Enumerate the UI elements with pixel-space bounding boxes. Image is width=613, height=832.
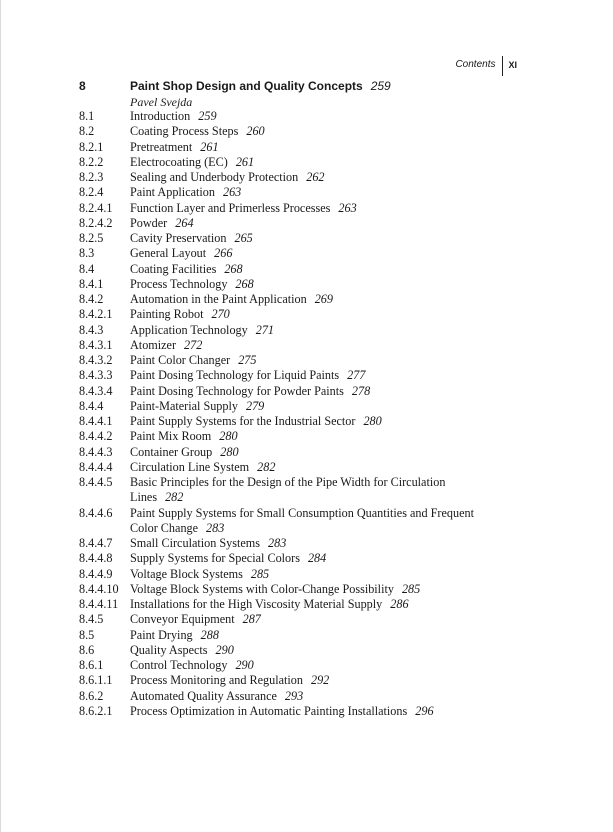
toc-entry-title: Introduction bbox=[130, 109, 191, 123]
toc-entry-text bbox=[130, 429, 509, 444]
toc-entry bbox=[79, 201, 509, 216]
toc-entry-title: Paint Application bbox=[130, 185, 215, 200]
toc-entry-number: 8.2.4.1 bbox=[79, 200, 113, 215]
toc-entry-title: Atomizer bbox=[130, 337, 177, 352]
toc-entry bbox=[79, 567, 509, 582]
toc-entry-text bbox=[130, 445, 509, 460]
toc-entry-number: 8.4.3.3 bbox=[79, 368, 113, 383]
toc-entry bbox=[79, 338, 509, 353]
chapter-title: Paint Shop Design and Quality Concepts bbox=[130, 79, 363, 93]
toc-entry-number: 8.4.3.4 bbox=[79, 383, 113, 398]
toc-entry-title: Pretreatment bbox=[130, 139, 193, 154]
toc-entry bbox=[79, 536, 509, 551]
toc-entry-title: Cavity Preservation bbox=[130, 231, 227, 245]
toc-entry bbox=[79, 704, 509, 719]
toc-entry-text bbox=[130, 155, 509, 170]
toc-entry-title: Control Technology bbox=[130, 658, 228, 672]
toc-entry-page: 260 bbox=[246, 124, 265, 139]
toc-entry-number: 8.4.2.1 bbox=[79, 307, 113, 322]
toc-entry-title: Paint Supply Systems for the Industrial Sector bbox=[130, 414, 356, 428]
toc-entry-page: 269 bbox=[314, 292, 333, 306]
toc-entry-text bbox=[130, 612, 509, 627]
toc-entry-number: 8.6.2 bbox=[79, 688, 104, 703]
toc-entry bbox=[79, 231, 509, 246]
toc-entry-text bbox=[130, 277, 509, 292]
toc-entry-number: 8.4.4.7 bbox=[79, 536, 113, 550]
toc-entry-number: 8.4.4.6 bbox=[79, 505, 113, 520]
toc-entry bbox=[79, 429, 509, 444]
toc-entry-page: 288 bbox=[200, 627, 219, 642]
toc-entry-page: 282 bbox=[165, 490, 184, 505]
toc-entry-number: 8.4.3.2 bbox=[79, 353, 113, 367]
toc-entry-number: 8.2.1 bbox=[79, 139, 104, 154]
toc-entry-title: Voltage Block Systems bbox=[130, 566, 243, 581]
toc-entry-page: 293 bbox=[284, 688, 304, 703]
toc-entry bbox=[79, 475, 509, 506]
toc-entry bbox=[79, 643, 509, 658]
toc-entry-number: 8.6.1.1 bbox=[79, 673, 113, 688]
toc-entry-page: 280 bbox=[219, 429, 238, 444]
toc-entry-title: Sealing and Underbody Protection bbox=[130, 170, 299, 184]
toc-entry-text bbox=[130, 307, 509, 322]
toc-entry-number: 8.6 bbox=[79, 642, 95, 657]
toc-entry-text bbox=[130, 109, 509, 124]
toc-entry bbox=[79, 628, 509, 643]
toc-entry-number: 8.4.4.2 bbox=[79, 429, 113, 444]
toc-entry-title: Process Technology bbox=[130, 276, 228, 291]
toc-entry bbox=[79, 460, 509, 475]
toc-entry-page: 296 bbox=[415, 703, 434, 718]
toc-entry-title: Circulation Line System bbox=[130, 459, 250, 474]
toc-entry-text bbox=[130, 597, 509, 612]
toc-entry bbox=[79, 368, 509, 383]
toc-entry-text bbox=[130, 170, 509, 185]
toc-entry-page: 283 bbox=[268, 536, 287, 550]
toc-entry-text bbox=[130, 704, 509, 719]
toc-entry-title: Powder bbox=[130, 215, 168, 230]
toc-entry bbox=[79, 673, 509, 688]
toc-entry bbox=[79, 551, 509, 566]
toc-entry-text bbox=[130, 567, 509, 582]
toc-entry-number: 8.4.4.3 bbox=[79, 444, 113, 459]
toc-entry-number: 8.2.2 bbox=[79, 154, 104, 169]
toc-entry-title: Coating Process Steps bbox=[130, 124, 239, 139]
toc-entry-title: Automation in the Paint Application bbox=[130, 292, 307, 306]
toc-entries bbox=[79, 109, 509, 719]
toc-entry-title: Paint Dosing Technology for Liquid Paints bbox=[130, 368, 340, 383]
toc-entry-title: Paint Mix Room bbox=[130, 429, 212, 444]
toc-entry-title: Paint Drying bbox=[130, 627, 193, 642]
toc-entry-page: 263 bbox=[222, 185, 242, 200]
chapter-title-line bbox=[130, 78, 391, 95]
toc-entry-number: 8.3 bbox=[79, 246, 95, 261]
toc-entry-number: 8.2.5 bbox=[79, 231, 104, 245]
toc-entry bbox=[79, 307, 509, 322]
toc-entry-number: 8.4.5 bbox=[79, 612, 104, 627]
toc-entry bbox=[79, 658, 509, 673]
toc-entry-page: 290 bbox=[215, 642, 234, 657]
toc-entry-title: Quality Aspects bbox=[130, 642, 208, 657]
toc-entry-page: 283 bbox=[206, 520, 225, 535]
page-edge bbox=[0, 0, 1, 832]
toc-entry-title: Automated Quality Assurance bbox=[130, 688, 277, 703]
toc-entry-title: Function Layer and Primerless Processes bbox=[130, 200, 331, 215]
toc-entry-page: 272 bbox=[184, 337, 203, 352]
toc-entry-page: 282 bbox=[257, 459, 276, 474]
toc-entry-title: Supply Systems for Special Colors bbox=[130, 551, 300, 566]
toc-entry-text bbox=[130, 140, 509, 155]
chapter-number: 8 bbox=[79, 79, 86, 93]
running-head bbox=[455, 56, 517, 76]
toc-entry bbox=[79, 414, 509, 429]
toc-entry-text bbox=[130, 262, 509, 277]
toc-entry-number: 8.4.4.5 bbox=[79, 475, 113, 489]
toc-entry-text bbox=[130, 246, 509, 261]
toc-entry-page: 261 bbox=[200, 139, 219, 154]
toc-entry-page: 280 bbox=[363, 414, 382, 428]
toc-entry-text bbox=[130, 536, 509, 551]
toc-entry-title: Painting Robot bbox=[130, 307, 204, 322]
chapter-page: 259 bbox=[370, 79, 391, 93]
toc-entry-title: Container Group bbox=[130, 444, 213, 459]
toc-entry-page: 277 bbox=[347, 368, 366, 383]
toc-entry-text bbox=[130, 384, 509, 399]
toc-entry-number: 8.6.1 bbox=[79, 658, 104, 672]
toc-entry bbox=[79, 246, 509, 261]
toc-entry bbox=[79, 185, 509, 200]
toc-entry-page: 266 bbox=[214, 246, 233, 261]
toc-entry-number: 8.4.4.10 bbox=[79, 581, 119, 596]
toc-entry-title: Paint Supply Systems for Small Consumption Quantities and Frequent bbox=[130, 505, 474, 520]
toc-entry-text bbox=[130, 368, 509, 383]
toc-entry-number: 8.5 bbox=[79, 627, 95, 642]
toc-entry-title-continued: Color Change bbox=[130, 520, 199, 535]
toc-entry bbox=[79, 170, 509, 185]
toc-entry bbox=[79, 445, 509, 460]
toc-entry-page: 290 bbox=[235, 658, 254, 672]
toc-entry-page: 270 bbox=[211, 307, 230, 322]
toc-entry-page: 262 bbox=[306, 170, 325, 184]
toc-entry-title: Basic Principles for the Design of the Pipe Width for Circulation bbox=[130, 475, 446, 489]
toc-entry-text bbox=[130, 689, 509, 704]
toc-entry-title: Process Optimization in Automatic Painting Installations bbox=[130, 703, 408, 718]
toc-entry-title: Voltage Block Systems with Color-Change Possibility bbox=[130, 581, 394, 596]
toc-entry-title: Installations for the High Viscosity Material Supply bbox=[130, 597, 383, 611]
toc-entry-text bbox=[130, 185, 509, 200]
toc-entry-text bbox=[130, 323, 509, 338]
toc-entry-number: 8.4.4.9 bbox=[79, 566, 113, 581]
toc-entry-number: 8.4.3 bbox=[79, 322, 104, 337]
toc-entry-title: Application Technology bbox=[130, 322, 248, 337]
toc-entry-number: 8.2.4.2 bbox=[79, 215, 113, 230]
toc-entry bbox=[79, 506, 509, 537]
toc-entry-text bbox=[130, 201, 509, 216]
toc-entry-number: 8.1 bbox=[79, 109, 95, 123]
toc-entry-number: 8.4.3.1 bbox=[79, 337, 113, 352]
running-head-page-number: XI bbox=[508, 60, 517, 70]
toc-entry bbox=[79, 597, 509, 612]
toc-entry-page: 286 bbox=[390, 597, 409, 611]
toc-entry-page: 275 bbox=[238, 353, 257, 367]
toc-entry bbox=[79, 140, 509, 155]
toc-entry bbox=[79, 292, 509, 307]
toc-entry-text bbox=[130, 551, 509, 566]
toc-entry-text bbox=[130, 414, 509, 429]
toc-entry-page: 284 bbox=[307, 551, 327, 566]
toc-entry bbox=[79, 399, 509, 414]
running-head-rule bbox=[502, 56, 503, 76]
toc-entry-page: 268 bbox=[224, 261, 243, 276]
toc-entry bbox=[79, 216, 509, 231]
toc-entry-text bbox=[130, 673, 509, 688]
toc-entry-text bbox=[130, 628, 509, 643]
toc-entry-text bbox=[130, 124, 509, 139]
toc-entry-number: 8.4.4.11 bbox=[79, 597, 119, 611]
toc-entry-page: 268 bbox=[235, 276, 254, 291]
toc-entry-title: Conveyor Equipment bbox=[130, 612, 235, 627]
toc-entry-page: 285 bbox=[401, 581, 421, 596]
running-head-label: Contents bbox=[455, 59, 496, 70]
chapter-author: Pavel Svejda bbox=[130, 95, 193, 109]
toc-entry-title: Coating Facilities bbox=[130, 261, 217, 276]
toc-entry-title: Paint Color Changer bbox=[130, 353, 231, 367]
toc-entry-number: 8.2.4 bbox=[79, 185, 104, 200]
toc-entry bbox=[79, 262, 509, 277]
toc-entry bbox=[79, 277, 509, 292]
toc-entry bbox=[79, 582, 509, 597]
toc-entry-number: 8.4.4.1 bbox=[79, 414, 113, 428]
toc-entry-page: 292 bbox=[310, 673, 330, 688]
chapter-heading bbox=[79, 78, 509, 95]
toc-entry-text bbox=[130, 353, 509, 368]
toc-entry bbox=[79, 612, 509, 627]
toc-entry-number: 8.4.4.8 bbox=[79, 551, 113, 566]
toc-entry-text bbox=[130, 643, 509, 658]
toc-entry-title: Small Circulation Systems bbox=[130, 536, 260, 550]
toc-entry-text bbox=[130, 506, 509, 537]
toc-entry-page: 285 bbox=[250, 566, 270, 581]
toc-entry bbox=[79, 323, 509, 338]
toc-entry-page: 287 bbox=[242, 612, 261, 627]
toc-entry-text bbox=[130, 292, 509, 307]
toc-entry-text bbox=[130, 582, 509, 597]
toc-entry-text bbox=[130, 460, 509, 475]
toc-entry-page: 261 bbox=[235, 154, 255, 169]
toc-entry-page: 278 bbox=[351, 383, 371, 398]
toc-entry-text bbox=[130, 475, 509, 506]
toc-entry-number: 8.4.2 bbox=[79, 292, 104, 306]
toc-entry-page: 263 bbox=[338, 200, 357, 215]
toc-entry-number: 8.4.4 bbox=[79, 398, 104, 413]
toc-entry-text bbox=[130, 231, 509, 246]
toc-entry-page: 280 bbox=[220, 444, 239, 459]
toc-entry-page: 279 bbox=[245, 398, 265, 413]
toc-entry-text bbox=[130, 338, 509, 353]
toc-entry-page: 259 bbox=[198, 109, 217, 123]
toc-entry-title: General Layout bbox=[130, 246, 207, 261]
toc-entry bbox=[79, 689, 509, 704]
toc-entry-page: 265 bbox=[234, 231, 253, 245]
toc-entry bbox=[79, 353, 509, 368]
toc-entry-page: 264 bbox=[175, 215, 194, 230]
toc-entry-title-continued: Lines bbox=[130, 490, 158, 505]
toc-entry-title: Electrocoating (EC) bbox=[130, 154, 228, 169]
toc-entry bbox=[79, 384, 509, 399]
toc-entry-number: 8.2 bbox=[79, 124, 95, 139]
toc-entry-number: 8.2.3 bbox=[79, 170, 104, 184]
toc-entry bbox=[79, 124, 509, 139]
toc-entry-text bbox=[130, 216, 509, 231]
toc-entry-title: Process Monitoring and Regulation bbox=[130, 673, 303, 688]
toc-entry-text bbox=[130, 658, 509, 673]
toc-entry-title: Paint Dosing Technology for Powder Paints bbox=[130, 383, 344, 398]
toc-entry-page: 271 bbox=[255, 322, 275, 337]
toc-entry-number: 8.4.1 bbox=[79, 276, 104, 291]
toc-entry bbox=[79, 109, 509, 124]
toc-entry-number: 8.6.2.1 bbox=[79, 703, 113, 718]
toc-entry bbox=[79, 155, 509, 170]
toc-entry-number: 8.4 bbox=[79, 261, 95, 276]
toc-entry-title: Paint-Material Supply bbox=[130, 398, 238, 413]
toc-entry-number: 8.4.4.4 bbox=[79, 459, 113, 474]
table-of-contents bbox=[79, 78, 509, 719]
toc-entry-text bbox=[130, 399, 509, 414]
